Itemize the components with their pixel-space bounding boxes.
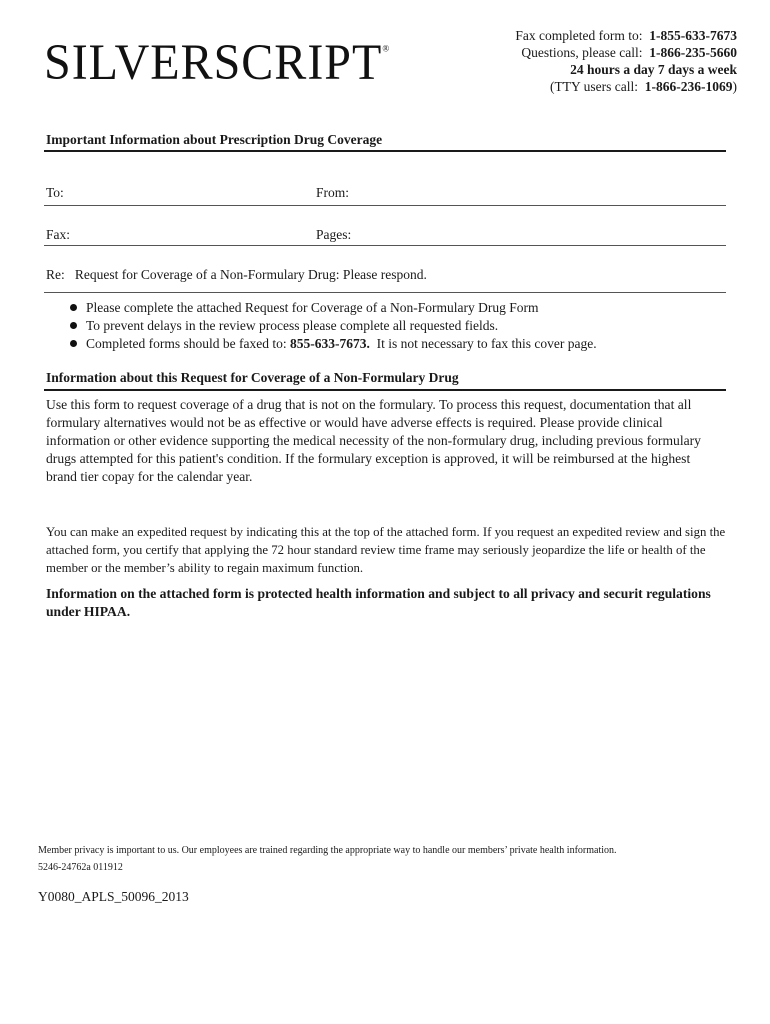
silverscript-logo	[44, 34, 391, 91]
questions-line	[515, 44, 737, 61]
re-text: Request for Coverage of a Non-Formulary Drug: Please respond.	[74, 267, 427, 282]
bullet-text: To prevent delays in the review process please complete all requested fields.	[86, 318, 499, 333]
registered-mark: ®	[382, 43, 391, 54]
section-divider	[44, 150, 726, 152]
fax-label-field: Fax:	[46, 227, 71, 242]
field-line	[44, 292, 726, 293]
fax-label: Fax completed form to:	[515, 28, 643, 43]
privacy-note: Member privacy is important to us. Our employees are trained regarding the appropriate way to handle our members’ private health information.	[38, 845, 617, 856]
hipaa-notice: Information on the attached form is protected health information and subject to all privacy and securit regulations under HIPAA.	[46, 586, 711, 619]
field-line	[44, 245, 726, 246]
form-codes: 5246-24762a 011912	[38, 862, 123, 873]
questions-label: Questions, please call:	[521, 45, 643, 60]
fax-number: 1-855-633-7673	[649, 28, 737, 43]
bullet-icon	[70, 304, 77, 311]
to-label: To:	[46, 185, 64, 200]
instruction-list	[68, 299, 728, 353]
bullet-icon	[70, 322, 77, 329]
tty-line	[515, 78, 737, 95]
section-title-coverage: Important Information about Prescription Drug Coverage	[46, 132, 383, 147]
pages-label: Pages:	[316, 227, 352, 242]
bullet-text: Completed forms should be faxed to:	[86, 336, 287, 351]
list-item	[68, 335, 728, 353]
from-label: From:	[316, 185, 350, 200]
section-divider	[44, 389, 726, 391]
form-id: Y0080_APLS_50096_2013	[38, 889, 189, 904]
bullet-text: It is not necessary to fax this cover page.	[376, 336, 597, 351]
bullet-icon	[70, 340, 77, 347]
field-line	[44, 205, 726, 206]
fax-line	[515, 27, 737, 44]
list-item	[68, 299, 728, 317]
tty-label: (TTY users call:	[550, 79, 638, 94]
logo-text: SILVERSCRIPT	[44, 34, 383, 91]
bullet-text: Please complete the attached Request for Coverage of a Non-Formulary Drug Form	[86, 300, 539, 315]
questions-number: 1-866-235-5660	[649, 45, 737, 60]
hours-line	[515, 61, 737, 78]
contact-info	[515, 27, 737, 95]
tty-number: 1-866-236-1069	[644, 79, 733, 94]
tty-close: )	[732, 79, 737, 94]
request-description: Use this form to request coverage of a drug that is not on the formulary. To process this request, documentation that all formulary alternatives would not be as effective or would have adverse effects is required. Please provide clinical information or other evidence supporting the medical necessity of the non-formulary drug, including previous formulary drugs attempted for this patient's condition. If the formulary exception is approved, it will be reimbursed at the highest brand tier copay for the calendar year.	[46, 397, 701, 484]
fax-number-inline: 855-633-7673.	[289, 336, 370, 351]
re-label: Re:	[46, 267, 65, 282]
section-title-request-info: Information about this Request for Coverage of a Non-Formulary Drug	[46, 370, 459, 385]
re-line	[46, 267, 427, 283]
expedited-request-text: You can make an expedited request by indicating this at the top of the attached form. If you request an expedited review and sign the attached form, you certify that applying the 72 hour standard review time frame may seriously jeopardize the life or health of the member or the member’s ability to regain maximum function.	[46, 525, 726, 575]
hours-text: 24 hours a day 7 days a week	[570, 62, 737, 77]
list-item	[68, 317, 728, 335]
